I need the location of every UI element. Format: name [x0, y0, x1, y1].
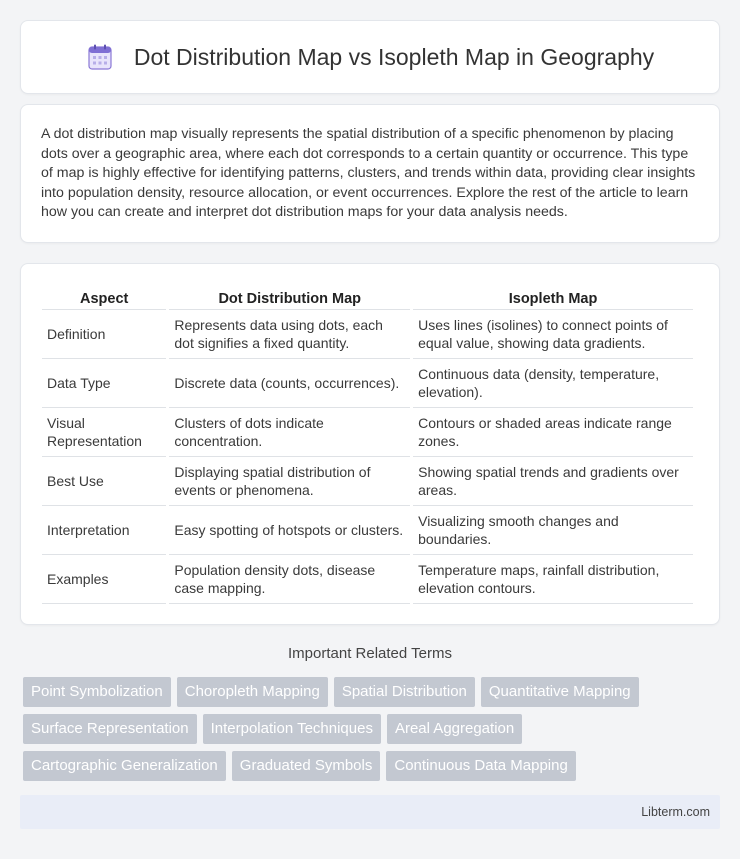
aspect-cell: Visual Representation — [42, 408, 166, 457]
intro-paragraph: A dot distribution map visually represents the spatial distribution of a specific phenomenon by placing dots over a geographic area, where each dot corresponds to a certain quantity or occurrence. This type of map is highly effective for identifying patterns, clusters, and trends within data, providing clear insights into population density, resource allocation, or event occurrences. Explore the rest of the article to learn how you can create and interpret dot distribution maps for your data analysis needs. — [41, 126, 696, 221]
iso-cell: Contours or shaded areas indicate range zones. — [413, 408, 693, 457]
table-header-row — [42, 284, 693, 310]
iso-cell: Visualizing smooth changes and boundaries. — [413, 506, 693, 555]
table-row — [42, 310, 693, 359]
page-header — [20, 20, 720, 94]
tag-row — [23, 714, 723, 744]
page-title: Dot Distribution Map vs Isopleth Map in Geography — [133, 43, 655, 70]
table-row — [42, 506, 693, 555]
related-term-tag[interactable]: Spatial Distribution — [334, 677, 475, 707]
aspect-cell: Definition — [42, 310, 166, 359]
aspect-cell: Best Use — [42, 457, 166, 506]
footer-brand[interactable]: Libterm.com — [641, 805, 710, 819]
related-term-tag[interactable]: Point Symbolization — [23, 677, 171, 707]
related-term-tag[interactable]: Interpolation Techniques — [203, 714, 381, 744]
table-row — [42, 359, 693, 408]
iso-cell: Uses lines (isolines) to connect points of equal value, showing data gradients. — [413, 310, 693, 359]
tag-row — [23, 751, 723, 781]
table-row — [42, 457, 693, 506]
related-term-tag[interactable]: Quantitative Mapping — [481, 677, 639, 707]
dot-cell: Clusters of dots indicate concentration. — [169, 408, 410, 457]
table-row — [42, 555, 693, 604]
related-term-tag[interactable]: Areal Aggregation — [387, 714, 522, 744]
header-aspect: Aspect — [42, 284, 166, 310]
iso-cell: Temperature maps, rainfall distribution, elevation contours. — [413, 555, 693, 604]
dot-cell: Population density dots, disease case mapping. — [169, 555, 410, 604]
dot-cell: Displaying spatial distribution of events or phenomena. — [169, 457, 410, 506]
dot-cell: Represents data using dots, each dot signifies a fixed quantity. — [169, 310, 410, 359]
header-dot-distribution: Dot Distribution Map — [169, 284, 410, 310]
aspect-cell: Interpretation — [42, 506, 166, 555]
related-terms-list — [23, 677, 723, 788]
comparison-card — [20, 263, 720, 625]
dot-cell: Easy spotting of hotspots or clusters. — [169, 506, 410, 555]
dot-cell: Discrete data (counts, occurrences). — [169, 359, 410, 408]
related-term-tag[interactable]: Graduated Symbols — [232, 751, 381, 781]
related-term-tag[interactable]: Choropleth Mapping — [177, 677, 328, 707]
aspect-cell: Examples — [42, 555, 166, 604]
header-isopleth: Isopleth Map — [413, 284, 693, 310]
calendar-icon — [86, 43, 114, 71]
page-footer — [20, 795, 720, 829]
intro-card — [20, 104, 720, 243]
related-term-tag[interactable]: Cartographic Generalization — [23, 751, 226, 781]
aspect-cell: Data Type — [42, 359, 166, 408]
iso-cell: Showing spatial trends and gradients over areas. — [413, 457, 693, 506]
related-term-tag[interactable]: Continuous Data Mapping — [386, 751, 575, 781]
comparison-table — [39, 284, 696, 604]
related-terms-title: Important Related Terms — [288, 645, 452, 662]
iso-cell: Continuous data (density, temperature, elevation). — [413, 359, 693, 408]
table-row — [42, 408, 693, 457]
related-term-tag[interactable]: Surface Representation — [23, 714, 197, 744]
tag-row — [23, 677, 723, 707]
